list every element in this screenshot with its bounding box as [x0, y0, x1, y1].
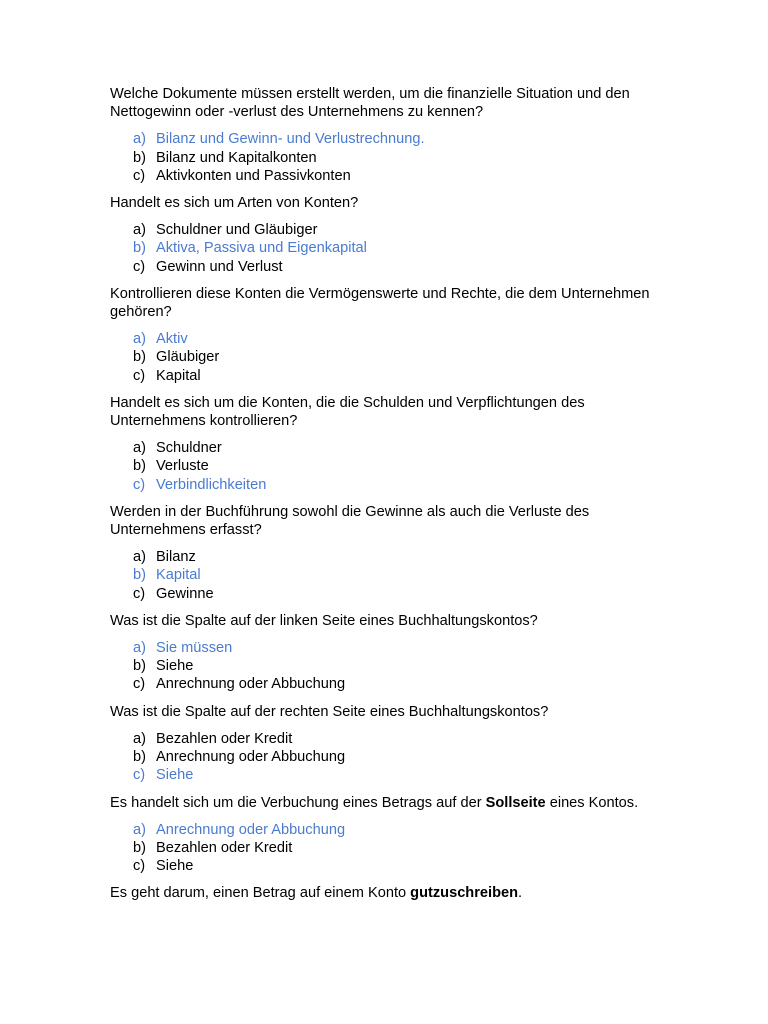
option-letter: c) [133, 258, 146, 275]
option-1c [110, 167, 670, 185]
option-text: Schuldner und Gläubiger [156, 222, 318, 239]
option-letter: a) [133, 821, 146, 838]
question-6: Was ist die Spalte auf der linken Seite eines Buchhaltungskontos? [110, 612, 538, 629]
option-6a [110, 639, 670, 657]
document-page [110, 85, 670, 903]
question-bold-term: Sollseite [485, 794, 546, 811]
option-6c [110, 675, 670, 693]
options-8 [110, 821, 670, 876]
option-text: Schuldner [156, 440, 222, 457]
option-8b [110, 839, 670, 857]
option-letter: c) [133, 858, 146, 875]
options-6 [110, 639, 670, 694]
option-5b [110, 566, 670, 584]
option-7a [110, 730, 670, 748]
options-4 [110, 439, 670, 494]
option-text: Kapital [156, 367, 201, 384]
option-text: Gläubiger [156, 349, 220, 366]
option-text: Bilanz [156, 549, 196, 566]
question-8 [110, 794, 670, 812]
question-7: Was ist die Spalte auf der rechten Seite eines Buchhaltungskontos? [110, 703, 549, 720]
option-letter: a) [133, 222, 146, 239]
option-text: Bilanz und Gewinn- und Verlustrechnung. [156, 131, 425, 148]
option-2b [110, 239, 670, 257]
option-text: Bezahlen oder Kredit [156, 839, 293, 856]
option-letter: b) [133, 349, 146, 366]
option-7c [110, 766, 670, 784]
option-7b [110, 748, 670, 766]
option-text: Anrechnung oder Abbuchung [156, 821, 346, 838]
option-1a [110, 130, 670, 148]
option-5c [110, 585, 670, 603]
question-bold-term: gutzuschreiben [410, 885, 519, 902]
question-text: Es geht darum, einen Betrag auf einem Konto [110, 885, 411, 902]
question-3: Kontrollieren diese Konten die Vermögenswerte und Rechte, die dem Unternehmen gehören? [110, 285, 650, 321]
option-text: Aktivkonten und Passivkonten [156, 167, 351, 184]
option-letter: c) [133, 167, 146, 184]
options-1 [110, 130, 670, 185]
option-letter: b) [133, 458, 146, 475]
option-text: Gewinne [156, 585, 214, 602]
option-letter: a) [133, 549, 146, 566]
option-4b [110, 457, 670, 475]
option-4c [110, 476, 670, 494]
question-9 [110, 884, 670, 902]
option-6b [110, 657, 670, 675]
option-text: Aktiv [156, 331, 188, 348]
option-3c [110, 367, 670, 385]
option-letter: a) [133, 131, 146, 148]
option-text: Anrechnung oder Abbuchung [156, 749, 346, 766]
question-text: . [518, 885, 523, 902]
option-letter: a) [133, 730, 146, 747]
options-7 [110, 730, 670, 785]
option-8a [110, 821, 670, 839]
option-letter: c) [133, 367, 146, 384]
option-letter: c) [133, 767, 146, 784]
option-text: Verbindlichkeiten [156, 476, 267, 493]
question-2: Handelt es sich um Arten von Konten? [110, 195, 359, 212]
option-letter: c) [133, 676, 146, 693]
option-3a [110, 330, 670, 348]
option-text: Aktiva, Passiva und Eigenkapital [156, 240, 367, 257]
option-text: Siehe [156, 858, 194, 875]
option-text: Bezahlen oder Kredit [156, 730, 293, 747]
option-text: Sie müssen [156, 640, 233, 657]
options-2 [110, 221, 670, 276]
question-text: Es handelt sich um die Verbuchung eines Betrags auf der [110, 794, 486, 811]
options-5 [110, 548, 670, 603]
option-letter: b) [133, 567, 146, 584]
option-4a [110, 439, 670, 457]
option-1b [110, 149, 670, 167]
option-letter: a) [133, 440, 146, 457]
option-letter: c) [133, 585, 146, 602]
question-text: eines Kontos. [545, 794, 639, 811]
option-letter: a) [133, 640, 146, 657]
option-letter: b) [133, 240, 146, 257]
option-letter: a) [133, 331, 146, 348]
option-letter: b) [133, 839, 146, 856]
option-letter: b) [133, 658, 146, 675]
option-text: Verluste [156, 458, 209, 475]
question-5: Werden in der Buchführung sowohl die Gewinne als auch die Verluste des Unternehmens erfasst? [110, 503, 590, 539]
option-letter: b) [133, 749, 146, 766]
option-3b [110, 348, 670, 366]
option-8c [110, 857, 670, 875]
options-3 [110, 330, 670, 385]
option-2c [110, 258, 670, 276]
option-letter: b) [133, 149, 146, 166]
option-text: Kapital [156, 567, 201, 584]
option-text: Bilanz und Kapitalkonten [156, 149, 317, 166]
option-text: Siehe [156, 767, 194, 784]
question-4: Handelt es sich um die Konten, die die Schulden und Verpflichtungen des Unternehmens kontrollieren? [110, 394, 585, 430]
option-2a [110, 221, 670, 239]
option-text: Gewinn und Verlust [156, 258, 283, 275]
option-text: Siehe [156, 658, 194, 675]
option-letter: c) [133, 476, 146, 493]
option-5a [110, 548, 670, 566]
option-text: Anrechnung oder Abbuchung [156, 676, 346, 693]
question-1: Welche Dokumente müssen erstellt werden, um die finanzielle Situation und den Nettogewinn oder -verlust des Unternehmens zu kennen? [110, 86, 630, 121]
